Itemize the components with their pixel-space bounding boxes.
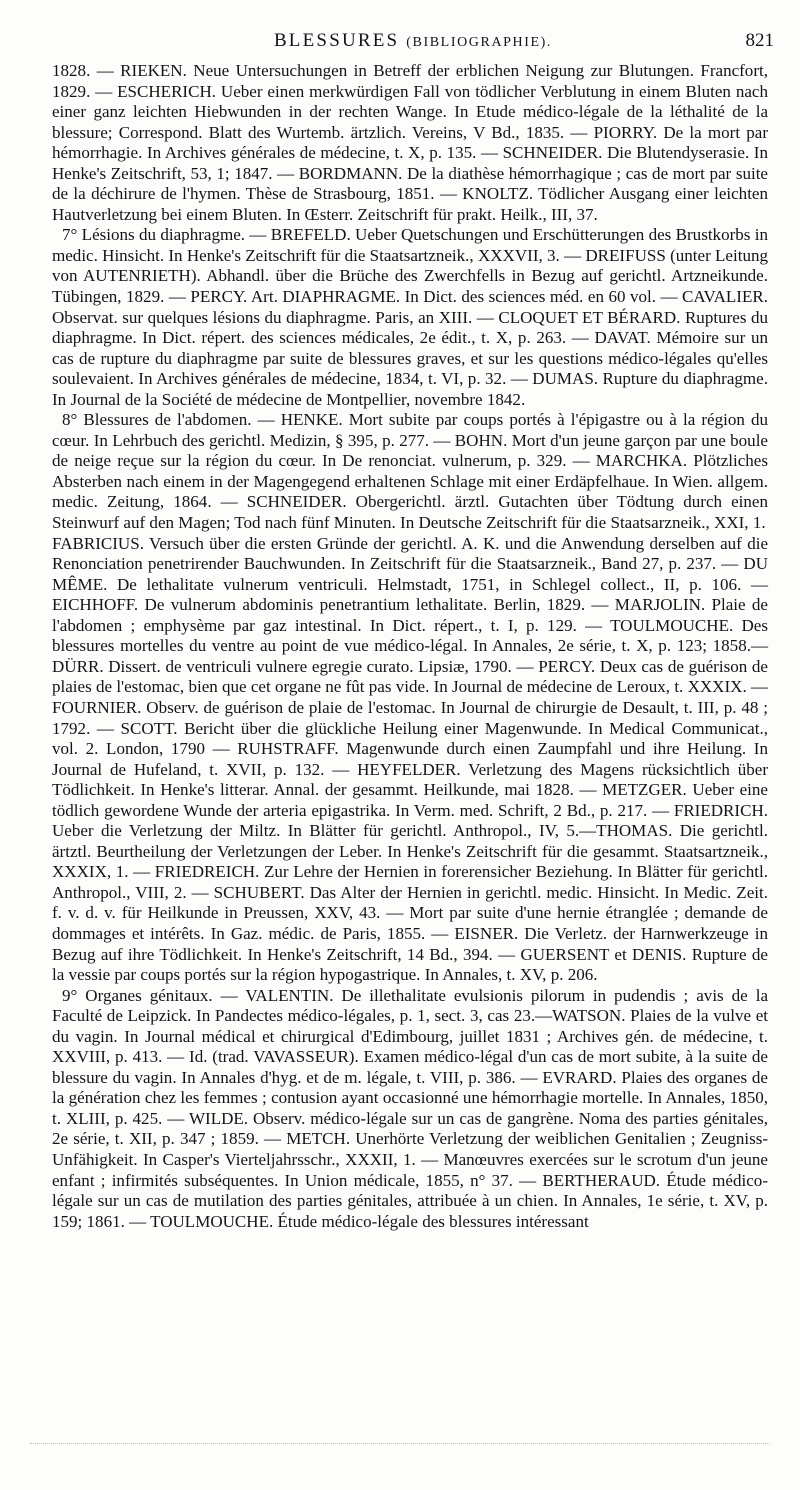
running-title-main: BLESSURES <box>273 30 400 51</box>
bibliography-body <box>52 61 768 1232</box>
page-number: 821 <box>745 30 774 51</box>
bibliography-paragraph-abdomen-continued: FABRICIUS. Versuch über die ersten Gründe der gerichtl. A. K. und die Anwendung derselben auf die Renonciation penetrirender Bauchwunden. In Zeitschrift für die Staatsarzneik., Band 27, p. 237. — DU MÊME. De lethalitate vulnerum ventriculi. Helmstadt, 1751, in Schlegel collect., II, p. 106. — EICHHOFF. De vulnerum abdominis penetrantium lethalitate. Berlin, 1829. — MARJOLIN. Plaie de l'abdomen ; emphysème par gaz intestinal. In Dict. répert., t. I, p. 129. — TOULMOUCHE. Des blessures mortelles du ventre au point de vue médico-légal. In Annales, 2e série, t. X, p. 123; 1858.— DÜRR. Dissert. de ventriculi vulnere egregie curato. Lipsiæ, 1790. — PERCY. Deux cas de guérison de plaies de l'estomac, bien que cet organe ne fût pas vide. In Journal de médecine de Leroux, t. XXXIX. — FOURNIER. Observ. de guérison de plaie de l'estomac. In Journal de chirurgie de Desault, t. III, p. 48 ; 1792. — SCOTT. Bericht über die glückliche Heilung einer Magenwunde. In Medical Communicat., vol. 2. London, 1790 — RUHSTRAFF. Magenwunde durch einen Zaumpfahl und ihre Heilung. In Journal de Hufeland, t. XVII, p. 132. — HEYFELDER. Verletzung des Magens rücksichtlich über Tödlichkeit. In Henke's litterar. Annal. der gesammt. Heilkunde, mai 1828. — METZGER. Ueber eine tödlich gewordene Wunde der arteria epigastrika. In Verm. med. Schrift, 2 Bd., p. 217. — FRIEDRICH. Ueber die Verletzung der Miltz. In Blätter für gerichtl. Anthropol., IV, 5.—THOMAS. Die gerichtl. ärtztl. Beurtheilung der Verletzungen der Leber. In Henke's Zeitschrift für die gesammt. Staatsartzneik., XXXIX, 1. — FRIEDREICH. Zur Lehre der Hernien in forerensicher Beziehung. In Blätter für gerichtl. Anthropol., VIII, 2. — SCHUBERT. Das Alter der Hernien in gerichtl. medic. Hinsicht. In Medic. Zeit. f. v. d. v. für Heilkunde in Preussen, XXV, 43. — Mort par suite d'une hernie étranglée ; demande de dommages et intérêts. In Gaz. médic. de Paris, 1855. — EISNER. Die Verletz. der Harnwerkzeuge in Bezug auf ihre Tödlichkeit. In Henke's Zeitschrift, 14 Bd., 394. — GUERSENT et DENIS. Rupture de la vessie par coups portés sur la région hypogastrique. In Annales, t. XV, p. 206. <box>52 533 768 985</box>
page-bottom-divider <box>30 1443 770 1454</box>
bibliography-paragraph-genital-organs: 9° Organes génitaux. — VALENTIN. De illethalitate evulsionis pilorum in pudendis ; avis de la Faculté de Leipzick. In Pandectes médico-légales, p. 1, sect. 3, cas 23.—WATSON. Plaies de la vulve et du vagin. In Journal médical et chirurgical d'Edimbourg, juillet 1831 ; Archives gén. de médecine, t. XXVIII, p. 413. — Id. (trad. VAVASSEUR). Examen médico-légal d'un cas de mort subite, à la suite de blessure du vagin. In Annales d'hyg. et de m. légale, t. VIII, p. 386. — EVRARD. Plaies des organes de la génération chez les femmes ; contusion ayant occasionné une hémorrhagie mortelle. In Annales, 1850, t. XLIII, p. 425. — WILDE. Observ. médico-légale sur un cas de gangrène. Noma des parties génitales, 2e série, t. XII, p. 347 ; 1859. — METCH. Unerhörte Verletzung der weiblichen Genitalien ; Zeugniss-Unfähigkeit. In Casper's Vierteljahrsschr., XXXII, 1. — Manœuvres exercées sur le scrotum d'un jeune enfant ; infirmités subséquentes. In Union médicale, 1855, n° 37. — BERTHERAUD. Étude médico-légale sur un cas de mutilation des parties génitales, attribuée à un chien. In Annales, 1e série, t. XV, p. 159; 1861. — TOULMOUCHE. Étude médico-légale des blessures intéressant <box>52 985 768 1231</box>
bibliography-paragraph-diaphragm: 7° Lésions du diaphragme. — BREFELD. Ueber Quetschungen und Erschütterungen des Brustkorbs in medic. Hinsicht. In Henke's Zeitschrift für die Staatsartzneik., XXXVII, 3. — DREIFUSS (unter Leitung von AUTENRIETH). Abhandl. über die Brüche des Zwerchfells in Bezug auf gerichtl. Artzneikunde. Tübingen, 1829. — PERCY. Art. DIAPHRAGME. In Dict. des sciences méd. en 60 vol. — CAVALIER. Observat. sur quelques lésions du diaphragme. Paris, an XIII. — CLOQUET ET BÉRARD. Ruptures du diaphragme. In Dict. répert. des sciences médicales, 2e édit., t. X, p. 263. — DAVAT. Mémoire sur un cas de rupture du diaphragme par suite de blessures graves, et sur les questions médico-légales qu'elles soulevaient. In Archives générales de médecine, 1834, t. VI, p. 32. — DUMAS. Rupture du diaphragme. In Journal de la Société de médecine de Montpellier, novembre 1842. <box>52 225 768 409</box>
page-header <box>52 30 774 60</box>
running-title-subtitle: (BIBLIOGRAPHIE). <box>406 35 553 50</box>
running-title <box>52 30 774 52</box>
bibliography-paragraph-abdomen: 8° Blessures de l'abdomen. — HENKE. Mort subite par coups portés à l'épigastre ou à la région du cœur. In Lehrbuch des gerichtl. Medizin, § 395, p. 277. — BOHN. Mort d'un jeune garçon par une boule de neige reçue sur la région du cœur. In De renonciat. vulnerum, p. 329. — MARCHKA. Plötzliches Absterben nach einem in der Magengegend erhaltenen Schlage mit einer Erdäpfelhaue. In Wien. allgem. medic. Zeitung, 1864. — SCHNEIDER. Obergerichtl. ärztl. Gutachten über Tödtung durch einen Steinwurf auf den Magen; Tod nach fünf Minuten. In Deutsche Zeitschrift für die Staatsarzneik., XXI, 1. <box>52 410 768 533</box>
bibliography-paragraph-hemorrhage: 1828. — RIEKEN. Neue Untersuchungen in Betreff der erblichen Neigung zur Blutungen. Francfort, 1829. — ESCHERICH. Ueber einen merkwürdigen Fall von tödlicher Verblutung in einem Bluten nach einer ganz leichten Hiebwunden in der rechten Wange. In Etude médico-légale de la léthalité de la blessure; Correspond. Blatt des Wurtemb. ärtzlich. Vereins, V Bd., 1835. — PIORRY. De la mort par hémorrhagie. In Archives générales de médecine, t. X, p. 135. — SCHNEIDER. Die Blutendyserasie. In Henke's Zeitschrift, 53, 1; 1847. — BORDMANN. De la diathèse hémorrhagique ; cas de mort par suite de la déchirure de l'hymen. Thèse de Strasbourg, 1851. — KNOLTZ. Tödlicher Ausgang einer leichten Hautverletzung bei einem Bluten. In Œsterr. Zeitschrift für prakt. Heilk., III, 37. <box>52 61 768 224</box>
